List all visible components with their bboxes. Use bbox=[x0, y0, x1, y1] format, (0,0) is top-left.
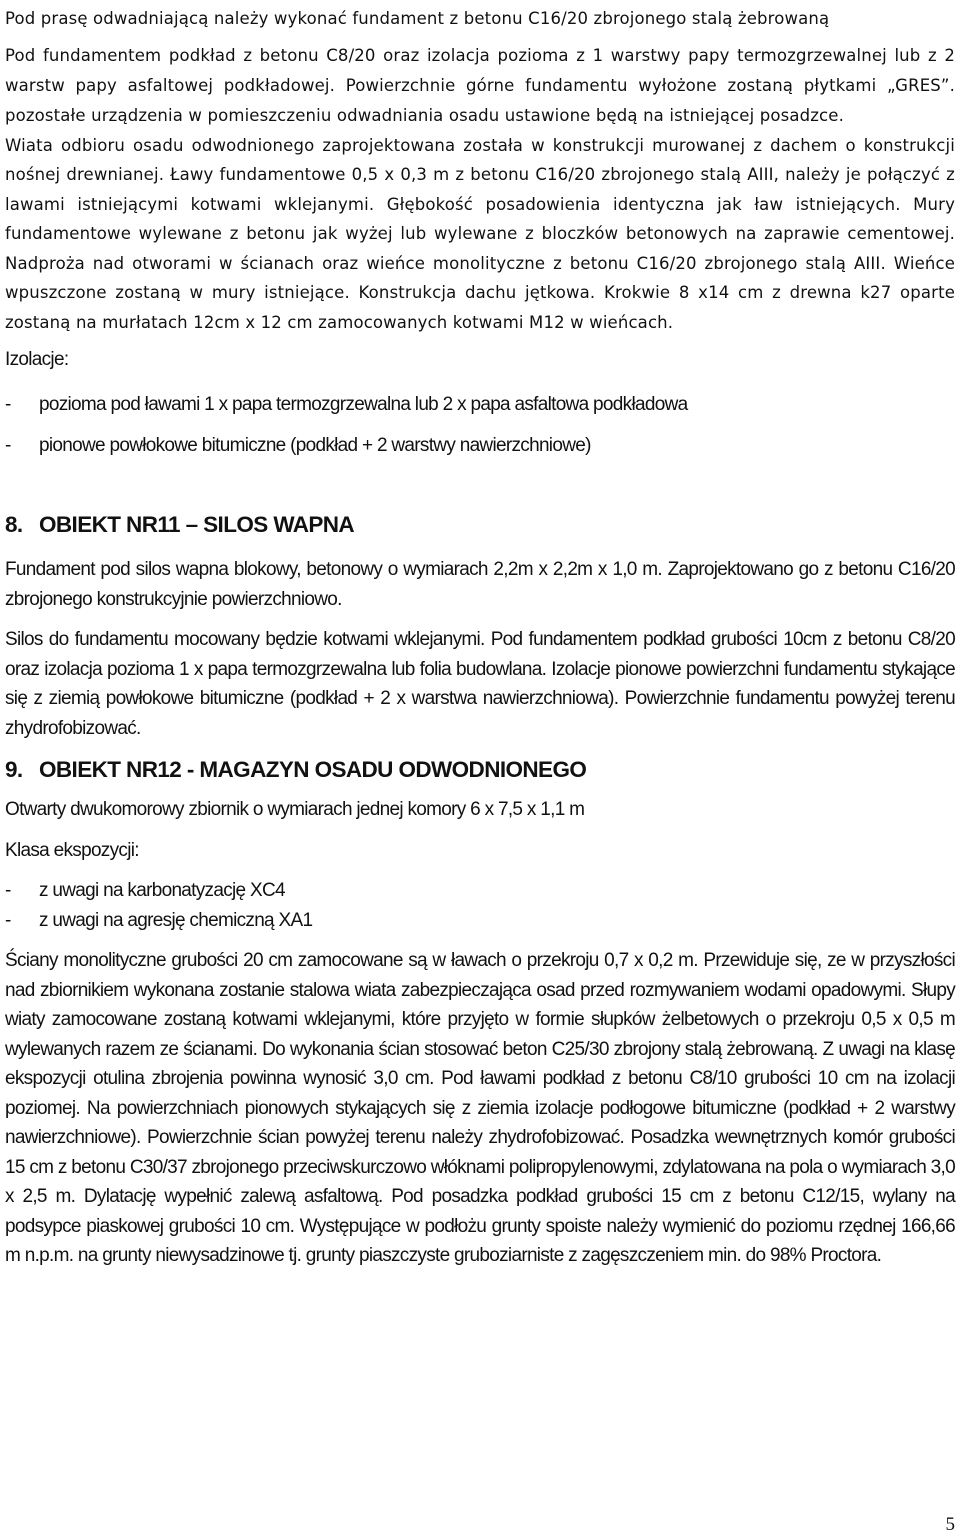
list-item-text: pionowe powłokowe bitumiczne (podkład + 2 warstwy nawierzchniowe) bbox=[39, 435, 591, 457]
section-9-heading bbox=[5, 755, 955, 785]
section-9-paragraph-2: Ściany monolityczne grubości 20 cm zamocowane są w ławach o przekroju 0,7 x 0,2 m. Przewiduje się, ze w przyszłości nad zbiornikiem wykonana zostanie stalowa wiata zabezpieczająca osad przed rozmywaniem wodami opadowymi. Słupy wiaty zamocowane zostaną kotwami wklejanymi, które przyjęto w formie słupków żelbetowych o przekroju 0,5 x 0,5 m wylewanych razem ze ścianami. Do wykonania ścian stosować beton C25/30 zbrojony stalą żebrowaną. Z uwagi na klasę ekspozycji otulina zbrojenia powinna wynosić 3,0 cm. Pod ławami podkład z betonu C8/10 grubości 10 cm na izolacji poziomej. Na powierzchniach pionowych stykających się z ziemia izolacje podłogowe bitumiczne (podkład + 2 warstwy nawierzchniowe). Powierzchnie ścian powyżej terenu należy zhydrofobizować. Posadzka wewnętrznych komór grubości 15 cm z betonu C30/37 zbrojonego przeciwskurczowo włóknami polipropylenowymi, zdylatowana na pola o wymiarach 3,0 x 2,5 m. Dylatację wypełnić zalewą asfaltową. Pod posadzka podkład grubości 15 cm z betonu C12/15, wylany na podsypce piaskowej grubości 10 cm. Występujące w podłożu grunty spoiste należy wymienić do poziomu rzędnej 166,66 m n.p.m. na grunty niewysadzinowe tj. grunty piaszczyste gruboziarniste z zagęszczeniem min. do 98% Proctora. bbox=[5, 950, 955, 1267]
section-8-heading bbox=[5, 510, 955, 540]
list-item bbox=[5, 876, 955, 906]
list-item-text: pozioma pod ławami 1 x papa termozgrzewalna lub 2 x papa asfaltowa podkładowa bbox=[39, 394, 688, 416]
list-item bbox=[5, 384, 955, 425]
section-8-title: OBIEKT NR11 – SILOS WAPNA bbox=[39, 512, 355, 538]
section-9-paragraph-1: Otwarty dwukomorowy zbiornik o wymiarach jednej komory 6 x 7,5 x 1,1 m bbox=[5, 799, 585, 821]
section-9-number: 9. bbox=[5, 757, 23, 783]
list-item bbox=[5, 906, 955, 936]
list-item bbox=[5, 425, 955, 466]
section-9-title: OBIEKT NR12 - MAGAZYN OSADU ODWODNIONEGO bbox=[39, 757, 587, 783]
page-number: 5 bbox=[945, 1514, 955, 1535]
insulation-label: Izolacje: bbox=[5, 348, 69, 370]
section-8-number: 8. bbox=[5, 512, 23, 538]
section-8-paragraph-1: Fundament pod silos wapna blokowy, betonowy o wymiarach 2,2m x 2,2m x 1,0 m. Zaprojektowano go z betonu C16/20 zbrojonego konstrukcyjnie powierzchniowo. bbox=[5, 559, 955, 610]
list-dash: - bbox=[5, 880, 11, 902]
section-8-paragraph-2: Silos do fundamentu mocowany będzie kotwami wklejanymi. Pod fundamentem podkład grubości 10cm z betonu C8/20 oraz izolacja pozioma 1 x papa termozgrzewalna lub folia budowlana. Izolacje pionowe powierzchni fundamentu stykające się z ziemią powłokowe bitumiczne (podkład + 2 x warstwa nawierzchniowa). Powierzchnie fundamentu powyżej terenu zhydrofobizować. bbox=[5, 629, 955, 739]
intro-line: Pod prasę odwadniającą należy wykonać fundament z betonu C16/20 zbrojonego stalą żebrowaną bbox=[5, 9, 830, 28]
list-dash: - bbox=[5, 394, 11, 416]
list-item-text: z uwagi na agresję chemiczną XA1 bbox=[39, 909, 313, 931]
exposure-class-list bbox=[5, 876, 955, 935]
list-item-text: z uwagi na karbonatyzację XC4 bbox=[39, 880, 285, 902]
document-page bbox=[5, 0, 955, 1271]
shelter-paragraph bbox=[5, 131, 955, 338]
list-dash: - bbox=[5, 435, 11, 457]
insulation-list bbox=[5, 384, 955, 466]
exposure-class-label: Klasa ekspozycji: bbox=[5, 839, 139, 861]
shelter-paragraph-text: Wiata odbioru osadu odwodnionego zaprojektowana została w konstrukcji murowanej z dachem o konstrukcji nośnej drewnianej. Ławy fundamentowe 0,5 x 0,3 m z betonu C16/20 zbrojonego stalą AIII, należy je połączyć z lawami istniejącymi kotwami wklejanymi. Głębokość posadowienia identyczna jak ław istniejących. Mury fundamentowe wylewane z betonu jak wyżej lub wylewane z bloczków betonowych na zaprawie cementowej. Nadproża nad otworami w ścianach oraz wieńce monolityczne z betonu C16/20 zbrojonego stalą AIII. Wieńce wpuszczone zostaną w mury istniejące. Konstrukcja dachu jętkowa. Krokwie 8 x14 cm z drewna k27 oparte zostaną na murłatach 12cm x 12 cm zamocowanych kotwami M12 w wieńcach. bbox=[5, 135, 955, 333]
foundation-paragraph: Pod fundamentem podkład z betonu C8/20 oraz izolacja pozioma z 1 warstwy papy termozgrzewalnej lub z 2 warstw papy asfaltowej podkładowej. Powierzchnie górne fundamentu wyłożone zostaną płytkami „GRES”. pozostałe urządzenia w pomieszczeniu odwadniania osadu ustawione będą na istniejącej posadzce. bbox=[5, 45, 955, 125]
list-dash: - bbox=[5, 909, 11, 931]
